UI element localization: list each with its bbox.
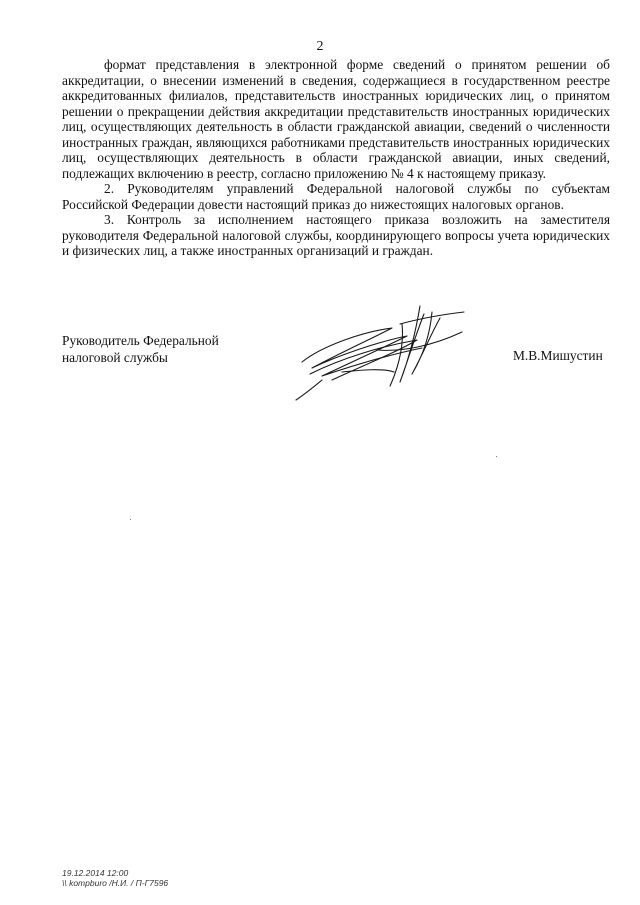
page-number: 2 [316, 39, 324, 54]
signatory-title-line2: налоговой службы [62, 350, 168, 365]
signatory-title [62, 332, 219, 366]
footer-timestamp: 19.12.2014 12:00 [62, 868, 129, 878]
handwritten-signature [282, 294, 472, 404]
paragraph-3: 3. Контроль за исполнением настоящего приказа возложить на заместителя руководителя Федеральной налоговой службы, координирующего вопросы учета юридических и физических лиц, а также иностранных организаций и граждан. [62, 212, 610, 258]
scan-speck [496, 456, 497, 457]
paragraph-format-continuation: формат представления в электронной форме сведений о принятом решении об аккредитации, о внесении изменений в сведения, содержащиеся в государственном реестре аккредитованных филиалов, представительств иностранных юридических лиц, о принятом решении о прекращении действия аккредитации представительств иностранных юридических лиц, осуществляющих деятельность в области гражданской авиации, сведений о численности иностранных граждан, являющихся работниками представительств иностранных юридических лиц, осуществляющих деятельность в области гражданской авиации, иных сведений, подлежащих включению в реестр, согласно приложению № 4 к настоящему приказу. [62, 57, 610, 181]
scan-speck [130, 519, 131, 520]
paragraph-2: 2. Руководителям управлений Федеральной налоговой службы по субъектам Российской Федерации довести настоящий приказ до нижестоящих налоговых органов. [62, 181, 610, 212]
signer-name: М.В.Мишустин [513, 348, 603, 363]
footer-file-reference: \\ kompburo /Н.И. / П-Г7596 [62, 878, 169, 888]
document-footer [62, 868, 168, 888]
signatory-title-line1: Руководитель Федеральной [62, 333, 219, 348]
document-body [62, 57, 610, 259]
